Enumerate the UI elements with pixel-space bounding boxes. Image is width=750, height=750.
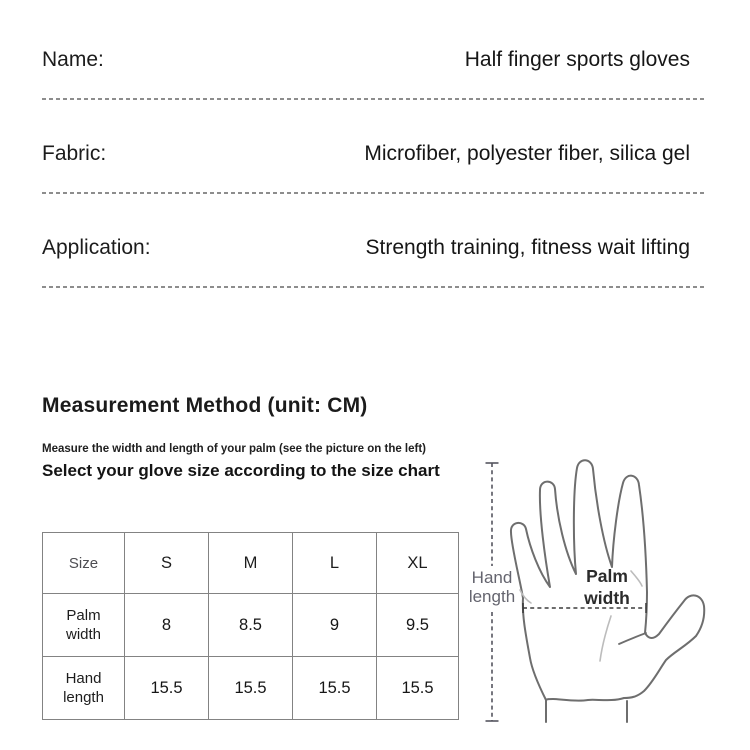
svg-text:Palm: Palm: [586, 566, 628, 586]
svg-text:width: width: [584, 588, 630, 608]
size-chart-table: [42, 532, 459, 720]
svg-text:length: length: [468, 587, 516, 606]
row-label-palm-width: Palm width: [43, 594, 125, 657]
table-header-row: [43, 533, 459, 594]
table-cell: 15.5: [377, 657, 459, 720]
table-cell: 15.5: [209, 657, 293, 720]
table-cell: 15.5: [125, 657, 209, 720]
table-cell: 8.5: [209, 594, 293, 657]
spec-label-name: Name:: [42, 48, 104, 71]
size-col-l: L: [293, 533, 377, 594]
spec-value-fabric: Microfiber, polyester fiber, silica gel: [364, 142, 690, 165]
svg-text:Hand: Hand: [471, 568, 513, 587]
thumb-web-crease: [619, 633, 646, 644]
spec-row-application: [42, 234, 690, 262]
spec-label-fabric: Fabric:: [42, 142, 107, 165]
table-row-hand-length: [43, 657, 459, 720]
table-cell: 9: [293, 594, 377, 657]
palm-width-label: [583, 566, 630, 608]
dashed-divider: [42, 286, 705, 288]
spec-row-fabric: [42, 140, 690, 168]
spec-label-application: Application:: [42, 236, 151, 259]
measurement-note-small: Measure the width and length of your palm (see the picture on the left): [42, 443, 427, 455]
spec-row-name: [42, 46, 690, 74]
spec-value-application: Strength training, fitness wait lifting: [365, 236, 690, 259]
table-cell: 15.5: [293, 657, 377, 720]
size-col-m: M: [209, 533, 293, 594]
spec-value-name: Half finger sports gloves: [464, 48, 690, 71]
table-cell: 9.5: [377, 594, 459, 657]
size-corner-header: Size: [43, 533, 125, 594]
measurement-note-large: Select your glove size according to the size chart: [42, 461, 440, 480]
hand-length-label: [469, 568, 515, 606]
dashed-divider: [42, 98, 705, 100]
row-label-hand-length: Hand length: [43, 657, 125, 720]
dashed-divider: [42, 192, 705, 194]
table-row-palm-width: [43, 594, 459, 657]
hand-measurement-diagram: [460, 430, 750, 750]
size-col-xl: XL: [377, 533, 459, 594]
measurement-title: Measurement Method (unit: CM): [42, 394, 368, 417]
table-cell: 8: [125, 594, 209, 657]
size-col-s: S: [125, 533, 209, 594]
